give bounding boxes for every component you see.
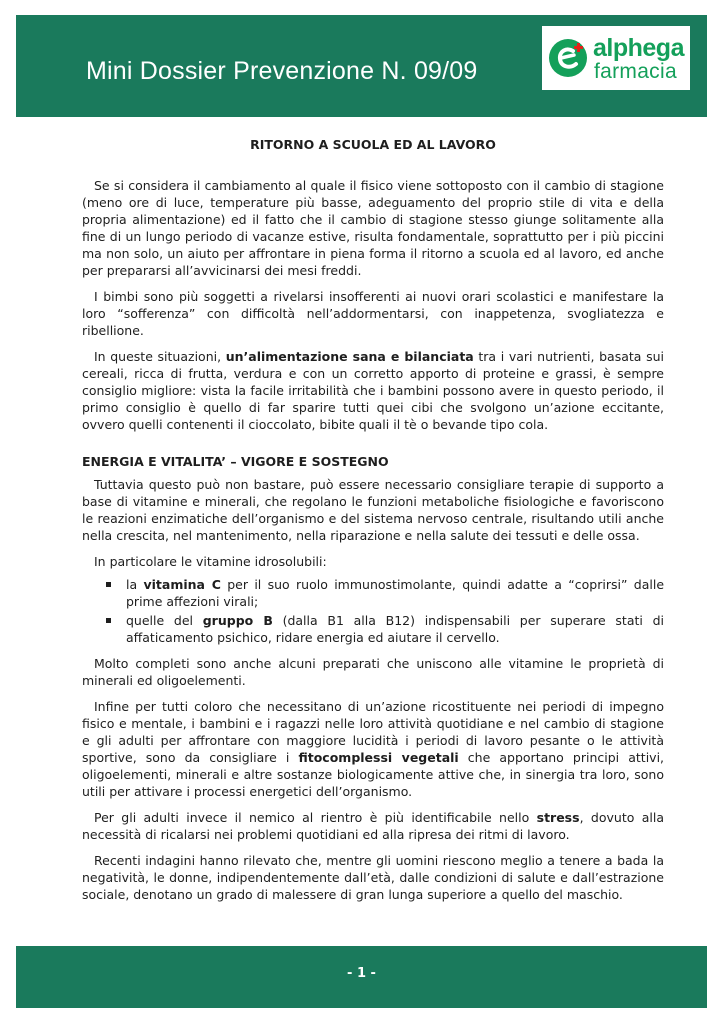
text-run: tra i vari nutrienti, basata sui cereali, ricca di frutta, verdura e con un corretto apporto di proteine e grassi, è sempre consiglio migliore: vista la facile irritabilità che i bambini possono avere in questo periodo, il primo consiglio è quello di far sparire tutti quei cibi che svolgono un’azione eccitante, ovvero quelli contenenti il cioccolato, bibite quali il tè o bevande tipo cola. [82, 349, 664, 432]
alphega-logo [542, 26, 690, 90]
paragraph [82, 698, 664, 800]
paragraph: Recenti indagini hanno rilevato che, mentre gli uomini riescono meglio a tenere a bada la negatività, le donne, indipendentemente dall’età, dalle condizioni di salute e dall’estrazione sociale, denotano un grado di malessere di gran lunga superiore a quello del maschio. [82, 853, 664, 902]
paragraph: I bimbi sono più soggetti a rivelarsi insofferenti ai nuovi orari scolastici e manifestare la loro “sofferenza” con difficoltà nell’addormentarsi, con inappetenza, svogliatezza e ribellione. [82, 289, 664, 338]
paragraph [82, 809, 664, 843]
paragraph: Tuttavia questo può non bastare, può essere necessario consigliare terapie di supporto a base di vitamine e minerali, che regolano le funzioni metaboliche fisiologiche e favoriscono le reazioni enzimatiche dell’organismo e del sistema nervoso centrale, risultando utili anche nella crescita, nel mantenimento, nella riparazione e nella salute dei tessuti e delle ossa. [82, 477, 664, 543]
bold-text: fitocomplessi vegetali [298, 750, 459, 765]
paragraph: In particolare le vitamine idrosolubili: [94, 554, 327, 569]
footer-bar [16, 946, 707, 1008]
text-run: , dovuto alla necessità di ricalarsi nei problemi quotidiani ed alla ripresa dei ritmi di lavoro. [82, 810, 664, 842]
bold-text: stress [536, 810, 580, 825]
alphega-logo-icon [548, 38, 588, 78]
bullet-list [82, 576, 664, 646]
bold-text: un’alimentazione sana e bilanciata [225, 349, 474, 364]
dossier-title: Mini Dossier Prevenzione N. 09/09 [86, 57, 478, 85]
text-run: (dalla B1 alla B12) indispensabili per superare stati di affaticamento psichico, ridare energia ed aiutare il cervello. [126, 613, 664, 645]
text-run: Per gli adulti invece il nemico al rientro è più identificabile nello [94, 810, 537, 825]
header-bar [16, 15, 707, 117]
text-run: che apportano principi attivi, oligoelementi, minerali e altre sostanze biologicamente attive che, in sinergia tra loro, sono utili per attivare i processi energetici dell’organismo. [82, 750, 665, 799]
paragraph [82, 348, 664, 433]
text-run: In queste situazioni, [94, 349, 226, 364]
paragraph: Molto completi sono anche alcuni preparati che uniscono alle vitamine le proprietà di minerali ed oligoelementi. [82, 656, 664, 688]
text-run: la [126, 577, 144, 592]
bold-text: gruppo B [202, 613, 273, 628]
list-item [82, 612, 664, 646]
list-item [82, 576, 664, 610]
paragraph: Se si considera il cambiamento al quale il fisico viene sottoposto con il cambio di stagione (meno ore di luce, temperature più basse, adeguamento del proprio stile di vita e della propria alimentazione) ed il fatto che il cambio di stagione stesso giunge solitamente alla fine di un lungo periodo di vacanze estive, risulta fondamentale, soprattutto per i più piccini ma non solo, un aiuto per affrontare in piena forma il ritorno a scuola ed al lavoro, ed anche per prepararsi all’avvicinarsi dei mesi freddi. [82, 178, 664, 278]
text-run: per il suo ruolo immunostimolante, quindi adatte a “coprirsi” dalle prime affezioni virali; [126, 577, 665, 609]
page-number: - 1 - [347, 966, 376, 981]
document-body [82, 136, 664, 912]
section-heading: ENERGIA E VITALITA’ – VIGORE E SOSTEGNO [82, 454, 389, 469]
logo-text-alphega: alphega [593, 34, 684, 62]
bold-text: vitamina C [143, 577, 221, 592]
text-run: quelle del [126, 613, 203, 628]
text-run: Infine per tutti coloro che necessitano di un’azione ricostituente nei periodi di impegno fisico e mentale, i bambini e i ragazzi nelle loro attività quotidiane e nel cambio di stagione e gli adulti per affrontare con maggiore lucidità i periodi di lavoro pesante o le attività sportive, sono da consigliare i [82, 699, 664, 765]
article-title: RITORNO A SCUOLA ED AL LAVORO [250, 137, 496, 152]
logo-text-farmacia: farmacia [594, 60, 677, 83]
